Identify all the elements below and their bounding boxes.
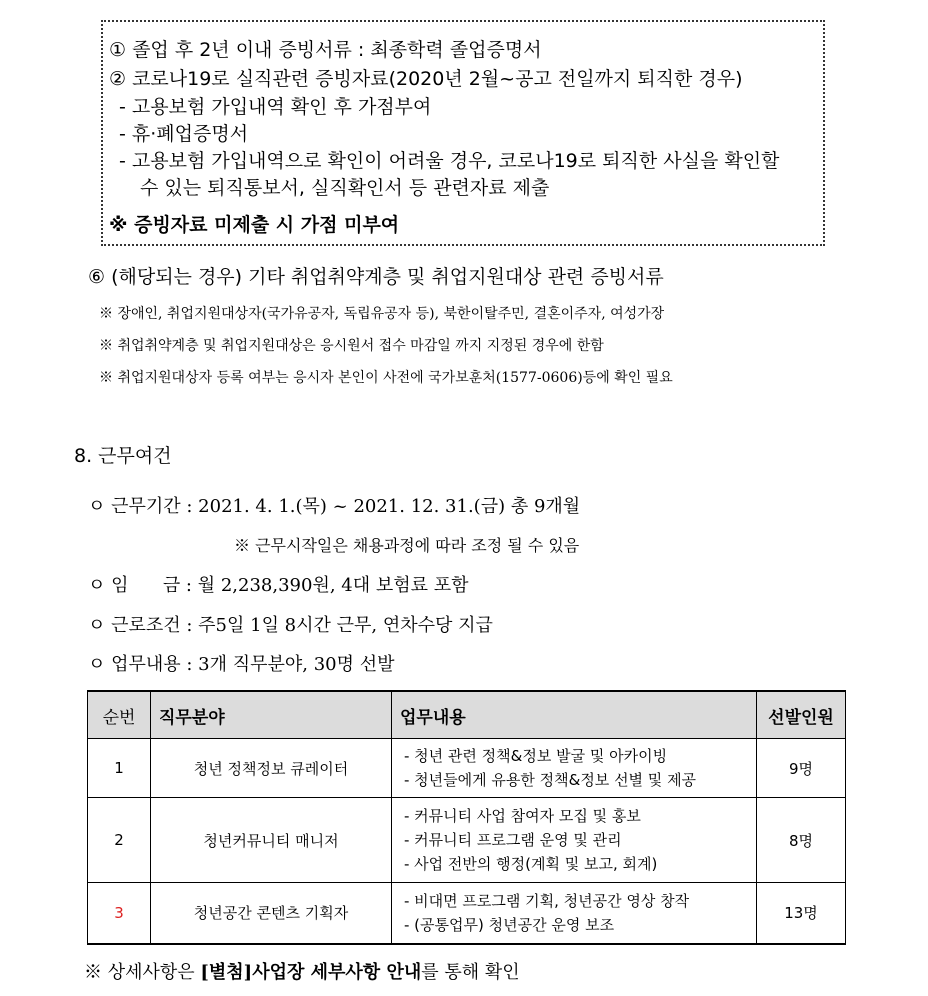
wage: ㅇ 임 금 : 월 2,238,390원, 4대 보험료 포함 [88, 575, 469, 596]
work-period: ㅇ 근무기간 : 2021. 4. 1.(목) ~ 2021. 12. 31.(금) 총 9개월 [88, 496, 581, 517]
row-count: 9명 [757, 739, 846, 798]
row-tasks [392, 883, 757, 944]
item6-note-2: ※ 취업취약계층 및 취업지원대상은 응시원서 접수 마감일 까지 지정된 경우에 한함 [99, 338, 604, 354]
details-note-attachment: [별첨]사업장 세부사항 안내 [200, 962, 422, 983]
proof-sub-1: - 고용보험 가입내역 확인 후 가점부여 [119, 96, 432, 118]
task-line: - 청년들에게 유용한 정책&정보 선별 및 제공 [404, 771, 697, 789]
row-tasks [392, 798, 757, 883]
row-number: 1 [88, 739, 151, 798]
table-header-row [88, 691, 846, 739]
task-line: - 커뮤니티 사업 참여자 모집 및 홍보 [404, 807, 641, 825]
header-number: 순번 [88, 691, 151, 739]
item6-title: ⑥ (해당되는 경우) 기타 취업취약계층 및 취업지원대상 관련 증빙서류 [88, 266, 664, 288]
proof-sub-3-line2: 수 있는 퇴직통보서, 실직확인서 등 관련자료 제출 [140, 177, 550, 199]
table-row [88, 798, 846, 883]
header-field: 직무분야 [151, 691, 392, 739]
row-count: 8명 [757, 798, 846, 883]
jobs-table [87, 690, 846, 945]
work-duties: ㅇ 업무내용 : 3개 직무분야, 30명 선발 [88, 654, 395, 675]
item6-note-1: ※ 장애인, 취업지원대상자(국가유공자, 독립유공자 등), 북한이탈주민, 결혼이주자, 여성가장 [99, 306, 665, 322]
proof-item-1: ① 졸업 후 2년 이내 증빙서류 : 최종학력 졸업증명서 [109, 39, 542, 61]
header-tasks: 업무내용 [392, 691, 757, 739]
details-note-suffix: 를 통해 확인 [421, 962, 520, 983]
details-note-prefix: ※ 상세사항은 [84, 962, 201, 983]
task-line: - 비대면 프로그램 기획, 청년공간 영상 창작 [404, 891, 690, 910]
row-count: 13명 [757, 883, 846, 944]
proof-item-2: ② 코로나19로 실직관련 증빙자료(2020년 2월~공고 전일까지 퇴직한 경우) [109, 68, 743, 90]
proof-sub-2: - 휴·폐업증명서 [119, 123, 249, 145]
work-conditions: ㅇ 근로조건 : 주5일 1일 8시간 근무, 연차수당 지급 [88, 615, 493, 636]
item6-note-3: ※ 취업지원대상자 등록 여부는 응시자 본인이 사전에 국가보훈처(1577-0606)등에 확인 필요 [99, 370, 673, 386]
row-field: 청년커뮤니티 매니저 [151, 798, 392, 883]
row-field: 청년공간 콘텐츠 기획자 [151, 883, 392, 944]
task-line: - 사업 전반의 행정(계획 및 보고, 회계) [404, 855, 658, 873]
work-period-note: ※ 근무시작일은 채용과정에 따라 조정 될 수 있음 [234, 536, 580, 555]
details-note [84, 958, 520, 984]
proof-warning: ※ 증빙자료 미제출 시 가점 미부여 [109, 214, 400, 236]
proof-sub-3-line1: - 고용보험 가입내역으로 확인이 어려울 경우, 코로나19로 퇴직한 사실을 확인할 [119, 150, 780, 172]
task-line: - (공통업무) 청년공간 운영 보조 [404, 915, 615, 934]
row-tasks [392, 739, 757, 798]
task-line: - 커뮤니티 프로그램 운영 및 관리 [404, 831, 622, 849]
section-heading: 8. 근무여건 [74, 445, 172, 467]
task-line: - 청년 관련 정책&정보 발굴 및 아카이빙 [404, 747, 668, 765]
row-field: 청년 정책정보 큐레이터 [151, 739, 392, 798]
header-count: 선발인원 [757, 691, 846, 739]
row-number: 3 [88, 883, 151, 944]
row-number: 2 [88, 798, 151, 883]
table-row [88, 883, 846, 944]
table-row [88, 739, 846, 798]
